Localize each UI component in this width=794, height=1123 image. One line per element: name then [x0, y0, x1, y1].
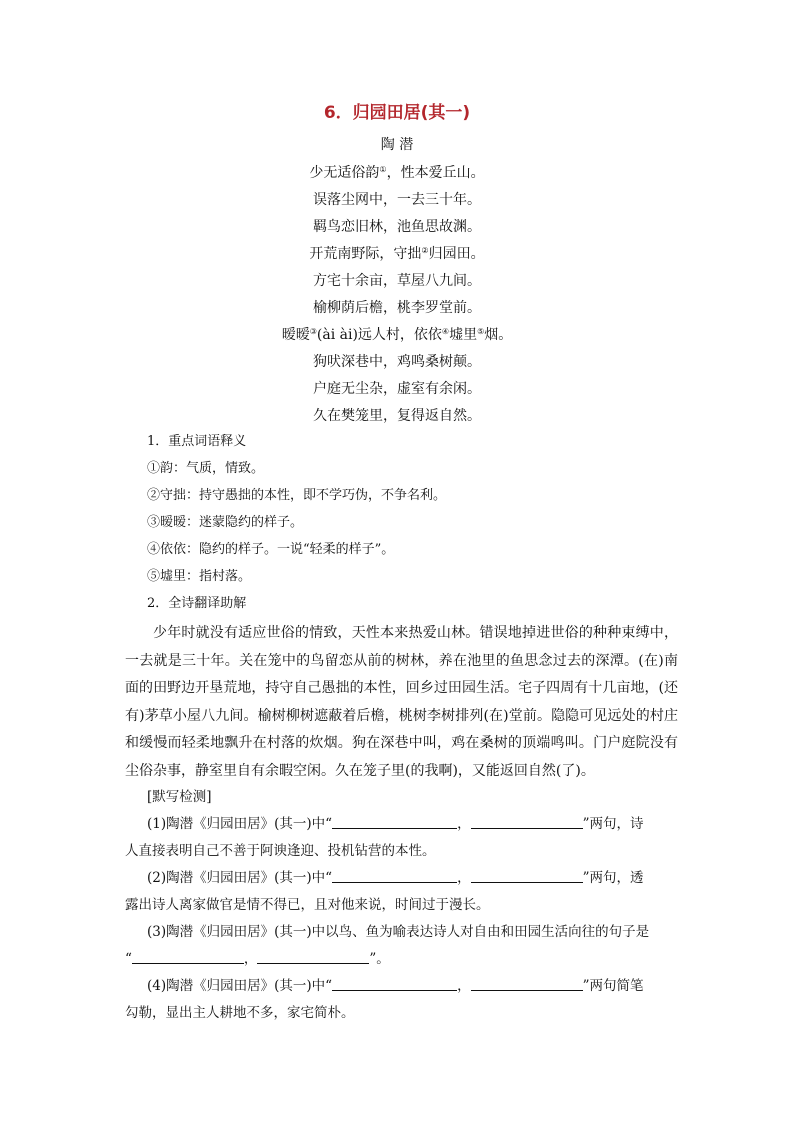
- exercise-question-1-cont: 人直接表明自己不善于阿谀逢迎、投机钻营的本性。: [125, 843, 436, 859]
- footnote-marker: ②: [421, 246, 429, 255]
- poem-line: 久在樊笼里，复得返自然。: [313, 408, 481, 424]
- exercise-question-1: (1)陶潜《归园田居》(其一)中“ ， ”两句，诗: [147, 816, 644, 832]
- poem-line: 户庭无尘杂，虚室有余闲。: [313, 381, 481, 397]
- answer-blank[interactable]: [471, 976, 583, 991]
- note-item: ③暧暧：迷蒙隐约的样子。: [147, 515, 304, 530]
- exercise-question-4: (4)陶潜《归园田居》(其一)中“ ， ”两句简笔: [147, 978, 644, 994]
- footnote-marker: ④: [441, 327, 450, 336]
- answer-blank[interactable]: [132, 949, 244, 964]
- answer-blank[interactable]: [332, 868, 457, 883]
- exercise-question-3: (3)陶潜《归园田居》(其一)中以鸟、鱼为喻表达诗人对自由和田园生活向往的句子是: [147, 924, 650, 940]
- poem-line: 少无适俗韵①，性本爱丘山。: [309, 165, 485, 181]
- note-item: ②守拙：持守愚拙的本性，即不学巧伪，不争名利。: [147, 488, 447, 503]
- poem-line: 狗吠深巷中，鸡鸣桑树颠。: [313, 354, 481, 370]
- answer-blank[interactable]: [332, 814, 457, 829]
- note-item: ⑤墟里：指村落。: [147, 569, 252, 584]
- poem-line: 榆柳荫后檐，桃李罗堂前。: [313, 300, 481, 316]
- poem-line: 误落尘网中，一去三十年。: [313, 192, 481, 208]
- exercise-question-2: (2)陶潜《归园田居》(其一)中“ ， ”两句，透: [147, 870, 644, 886]
- section-heading: 2．全诗翻译助解: [147, 596, 247, 611]
- footnote-marker: ③: [309, 327, 317, 336]
- poem-line: 方宅十余亩，草屋八九间。: [313, 273, 481, 289]
- poem-line: 羁鸟恋旧林，池鱼思故渊。: [313, 219, 481, 235]
- lesson-title: 6．归园田居(其一): [323, 103, 471, 123]
- poem-author: 陶 潜: [380, 137, 414, 153]
- note-item: ①韵：气质，情致。: [147, 461, 265, 476]
- notes-section: [125, 428, 675, 617]
- answer-blank[interactable]: [471, 814, 583, 829]
- poem-body: [0, 160, 794, 430]
- translation-paragraph: 少年时就没有适应世俗的情致，天性本来热爱山林。错误地掉进世俗的种种束缚中，一去就是三十年。关在笼中的鸟留恋从前的树林，养在池里的鱼思念过去的深潭。(在)南面的田野边开垦荒地，持守自己愚拙的本性，回乡过田园生活。宅子四周有十几亩地，(还有)茅草小屋八九间。榆树柳树遮蔽着后檐，桃树李树排列(在)堂前。隐隐可见远处的村庄和缓慢而轻柔地飘升在村落的炊烟。狗在深巷中叫，鸡在桑树的顶端鸣叫。门户庭院没有尘俗杂事，静室里自有余暇空闲。久在笼子里(的我啊)，又能返回自然(了)。: [125, 625, 678, 779]
- answer-blank[interactable]: [471, 868, 583, 883]
- note-item: ④依依：隐约的样子。一说“轻柔的样子”。: [147, 542, 395, 557]
- exercise-question-3-cont: “ ， ”。: [125, 951, 390, 967]
- exercise-question-4-cont: 勾勒，显出主人耕地不多，家宅简朴。: [125, 1005, 355, 1021]
- exercise-question-2-cont: 露出诗人离家做官是情不得已，且对他来说，时间过于漫长。: [125, 897, 490, 913]
- footnote-marker: ①: [379, 165, 387, 174]
- poem-line: 暧暧③(ài ài)远人村，依依④墟里⑤烟。: [281, 327, 513, 343]
- footnote-marker: ⑤: [477, 327, 485, 336]
- poem-line: 开荒南野际，守拙②归园田。: [309, 246, 485, 262]
- exercise-section: [125, 784, 678, 1027]
- answer-blank[interactable]: [257, 949, 369, 964]
- exercise-heading: [默写检测]: [147, 789, 212, 805]
- section-heading: 1．重点词语释义: [147, 434, 247, 449]
- answer-blank[interactable]: [332, 976, 457, 991]
